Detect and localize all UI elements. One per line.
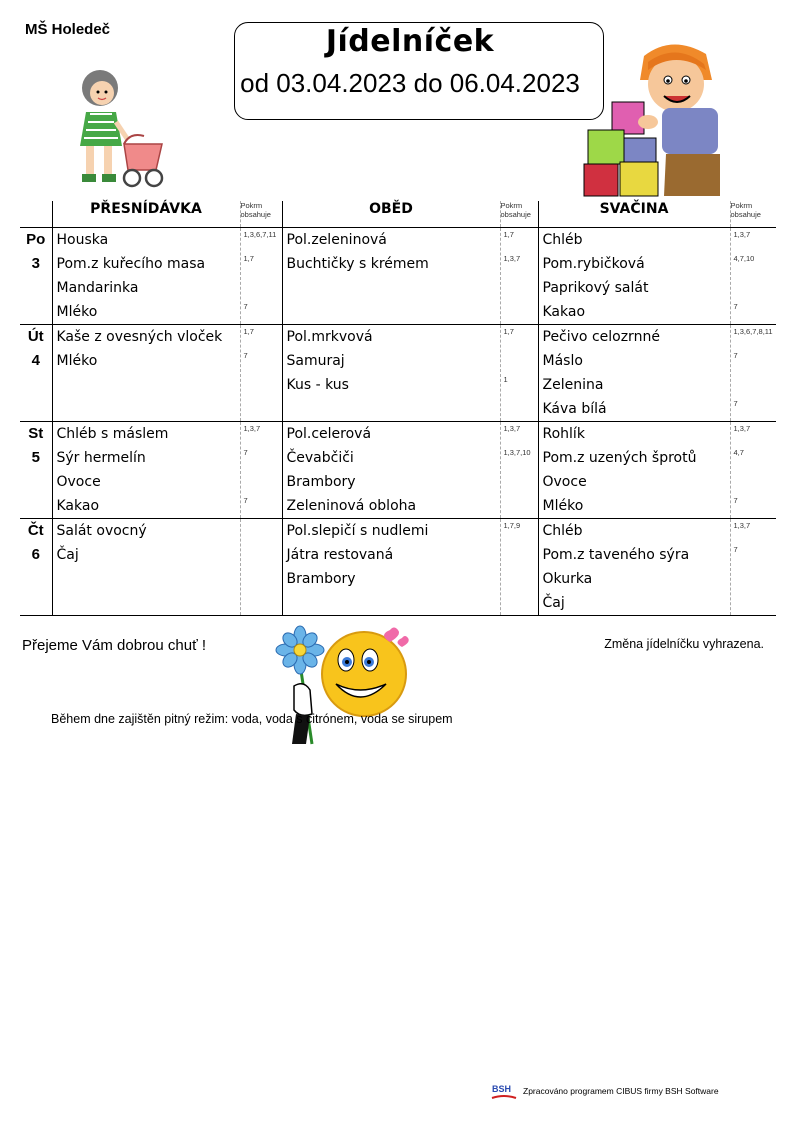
- day-abbr: Po: [26, 231, 46, 248]
- change-note: Změna jídelníčku vyhrazena.: [604, 637, 764, 651]
- lunch-cell: [282, 422, 500, 519]
- food-item: Čaj: [542, 595, 565, 611]
- allergen-codes: [731, 373, 777, 397]
- allergen-codes: [501, 591, 538, 615]
- day-row: [20, 325, 776, 422]
- food-item: Pol.slepičí s nudlemi: [286, 523, 429, 539]
- allergen-codes: [731, 276, 777, 300]
- food-item: [53, 373, 240, 397]
- food-item: Čevabčiči: [286, 450, 354, 466]
- lunch-cell: [282, 325, 500, 422]
- breakfast-allergen-cell: [240, 422, 282, 519]
- allergen-codes: 1,3,7: [243, 424, 261, 433]
- day-cell: [20, 519, 52, 616]
- menu-table: [20, 201, 776, 616]
- smiley-with-flower-icon: [270, 624, 420, 750]
- allergen-codes: 7: [733, 496, 738, 505]
- food-item: Kaše z ovesných vloček: [56, 329, 223, 345]
- allergen-codes: 1,3,7,10: [503, 448, 531, 457]
- day-number: 5: [31, 449, 40, 466]
- food-item: Kakao: [542, 304, 586, 320]
- allergen-codes: [241, 397, 282, 421]
- food-item: Káva bílá: [542, 401, 607, 417]
- food-item: Rohlík: [542, 426, 585, 442]
- allergen-codes: [241, 591, 282, 615]
- food-item: Chléb: [542, 232, 583, 248]
- breakfast-header: PŘESNÍDÁVKA: [52, 201, 240, 228]
- snack-cell: [538, 519, 730, 616]
- food-item: Ovoce: [56, 474, 101, 490]
- food-item: Brambory: [286, 571, 356, 587]
- allergen-codes: 7: [243, 496, 248, 505]
- food-item: Chléb: [542, 523, 583, 539]
- food-item: Ovoce: [542, 474, 587, 490]
- allergen-codes: 4,7: [733, 448, 744, 457]
- allergen-codes: 1,3,6,7,8,11: [733, 327, 773, 336]
- day-header: [20, 201, 52, 228]
- header-row: [20, 201, 776, 228]
- lunch-allergen-cell: [500, 519, 538, 616]
- allergen-codes: 1,7: [503, 327, 514, 336]
- breakfast-cell: [52, 422, 240, 519]
- food-item: Pečivo celozrnné: [542, 329, 660, 345]
- day-abbr: St: [28, 425, 44, 442]
- allergen-codes: 7: [733, 545, 738, 554]
- day-row: [20, 519, 776, 616]
- food-item: Pom.z taveného sýra: [542, 547, 690, 563]
- breakfast-allergen-cell: [240, 519, 282, 616]
- food-item: Salát ovocný: [56, 523, 147, 539]
- allergen-codes: 1,7: [243, 254, 254, 263]
- allergen-codes: [501, 300, 538, 324]
- food-item: [283, 300, 500, 324]
- day-abbr: Út: [27, 328, 44, 345]
- food-item: [53, 591, 240, 615]
- food-item: [283, 397, 500, 421]
- allergen-codes: 4,7,10: [733, 254, 755, 263]
- allergen-codes: [241, 470, 282, 494]
- day-cell: [20, 228, 52, 325]
- day-row: [20, 422, 776, 519]
- allergen-codes: [241, 276, 282, 300]
- food-item: Kus - kus: [286, 377, 349, 393]
- software-credit: Zpracováno programem CIBUS firmy BSH Software: [523, 1086, 719, 1096]
- allergen-codes: 1,7: [243, 327, 254, 336]
- lunch-allergen-cell: [500, 325, 538, 422]
- food-item: Pol.zeleninová: [286, 232, 387, 248]
- food-item: Brambory: [286, 474, 356, 490]
- allergen-codes: 1,7: [503, 230, 514, 239]
- allergen-codes: 7: [243, 448, 248, 457]
- breakfast-cell: [52, 228, 240, 325]
- allergen-codes: [501, 470, 538, 494]
- girl-with-pram-icon: [72, 66, 164, 192]
- food-item: Máslo: [542, 353, 583, 369]
- allergen-header: Pokrm obsahuje: [730, 201, 776, 228]
- allergen-codes: 1,3,7: [733, 230, 751, 239]
- day-number: 4: [31, 352, 40, 369]
- food-item: [283, 276, 500, 300]
- allergen-codes: [241, 519, 282, 543]
- day-number: 3: [31, 255, 40, 272]
- food-item: Mléko: [56, 353, 98, 369]
- allergen-codes: 1,3,7: [733, 521, 751, 530]
- breakfast-allergen-cell: [240, 228, 282, 325]
- allergen-codes: [241, 543, 282, 567]
- food-item: [53, 567, 240, 591]
- allergen-codes: [501, 543, 538, 567]
- allergen-codes: 1,3,7: [503, 424, 521, 433]
- day-row: [20, 228, 776, 325]
- snack-cell: [538, 325, 730, 422]
- allergen-codes: [731, 567, 777, 591]
- allergen-codes: 1,7,9: [503, 521, 521, 530]
- allergen-codes: 1,3,6,7,11: [243, 230, 277, 239]
- day-cell: [20, 422, 52, 519]
- lunch-allergen-cell: [500, 422, 538, 519]
- lunch-cell: [282, 228, 500, 325]
- page-title: Jídelníček: [325, 24, 495, 59]
- food-item: [283, 591, 500, 615]
- allergen-codes: [731, 470, 777, 494]
- lunch-header: OBĚD: [282, 201, 500, 228]
- allergen-codes: 7: [733, 302, 738, 311]
- allergen-codes: [241, 373, 282, 397]
- allergen-codes: [241, 567, 282, 591]
- food-item: Zelenina: [542, 377, 604, 393]
- snack-header: SVAČINA: [538, 201, 730, 228]
- food-item: Pol.celerová: [286, 426, 372, 442]
- allergen-codes: 7: [243, 351, 248, 360]
- food-item: Paprikový salát: [542, 280, 649, 296]
- allergen-codes: 7: [733, 399, 738, 408]
- allergen-header: Pokrm obsahuje: [500, 201, 538, 228]
- allergen-codes: 7: [733, 351, 738, 360]
- breakfast-cell: [52, 519, 240, 616]
- breakfast-cell: [52, 325, 240, 422]
- allergen-codes: 7: [243, 302, 248, 311]
- allergen-codes: [501, 349, 538, 373]
- allergen-header: Pokrm obsahuje: [240, 201, 282, 228]
- day-cell: [20, 325, 52, 422]
- snack-allergen-cell: [730, 519, 776, 616]
- food-item: Zeleninová obloha: [286, 498, 417, 514]
- date-range: od 03.04.2023 do 06.04.2023: [240, 68, 580, 98]
- allergen-codes: 1: [503, 375, 508, 384]
- bsh-logo-icon: [490, 1082, 518, 1104]
- snack-cell: [538, 422, 730, 519]
- food-item: Kakao: [56, 498, 100, 514]
- food-item: Čaj: [56, 547, 79, 563]
- day-number: 6: [31, 546, 40, 563]
- school-name: MŠ Holedeč: [25, 21, 111, 38]
- food-item: Okurka: [542, 571, 593, 587]
- greeting-text: Přejeme Vám dobrou chuť !: [22, 637, 207, 654]
- lunch-allergen-cell: [500, 228, 538, 325]
- allergen-codes: [501, 276, 538, 300]
- food-item: Houska: [56, 232, 109, 248]
- allergen-codes: [501, 567, 538, 591]
- allergen-codes: 1,3,7: [503, 254, 521, 263]
- snack-allergen-cell: [730, 422, 776, 519]
- food-item: Pom.rybičková: [542, 256, 645, 272]
- allergen-codes: [731, 591, 777, 615]
- boy-with-blocks-icon: [582, 40, 722, 198]
- day-abbr: Čt: [27, 522, 44, 539]
- allergen-codes: 1,3,7: [733, 424, 751, 433]
- food-item: Mandarinka: [56, 280, 139, 296]
- food-item: Sýr hermelín: [56, 450, 146, 466]
- svg-text:BSH: BSH: [492, 1084, 512, 1094]
- breakfast-allergen-cell: [240, 325, 282, 422]
- allergen-codes: [501, 494, 538, 518]
- snack-allergen-cell: [730, 228, 776, 325]
- drinking-regime-note: Během dne zajištěn pitný režim: voda, voda s citrónem, voda se sirupem: [51, 712, 453, 726]
- snack-cell: [538, 228, 730, 325]
- food-item: Mléko: [56, 304, 98, 320]
- lunch-cell: [282, 519, 500, 616]
- food-item: Buchtičky s krémem: [286, 256, 429, 272]
- food-item: Pol.mrkvová: [286, 329, 373, 345]
- food-item: Pom.z kuřecího masa: [56, 256, 206, 272]
- food-item: Pom.z uzených šprotů: [542, 450, 697, 466]
- snack-allergen-cell: [730, 325, 776, 422]
- food-item: Játra restovaná: [286, 547, 394, 563]
- food-item: Samuraj: [286, 353, 345, 369]
- food-item: Mléko: [542, 498, 584, 514]
- food-item: Chléb s máslem: [56, 426, 169, 442]
- food-item: [53, 397, 240, 421]
- allergen-codes: [501, 397, 538, 421]
